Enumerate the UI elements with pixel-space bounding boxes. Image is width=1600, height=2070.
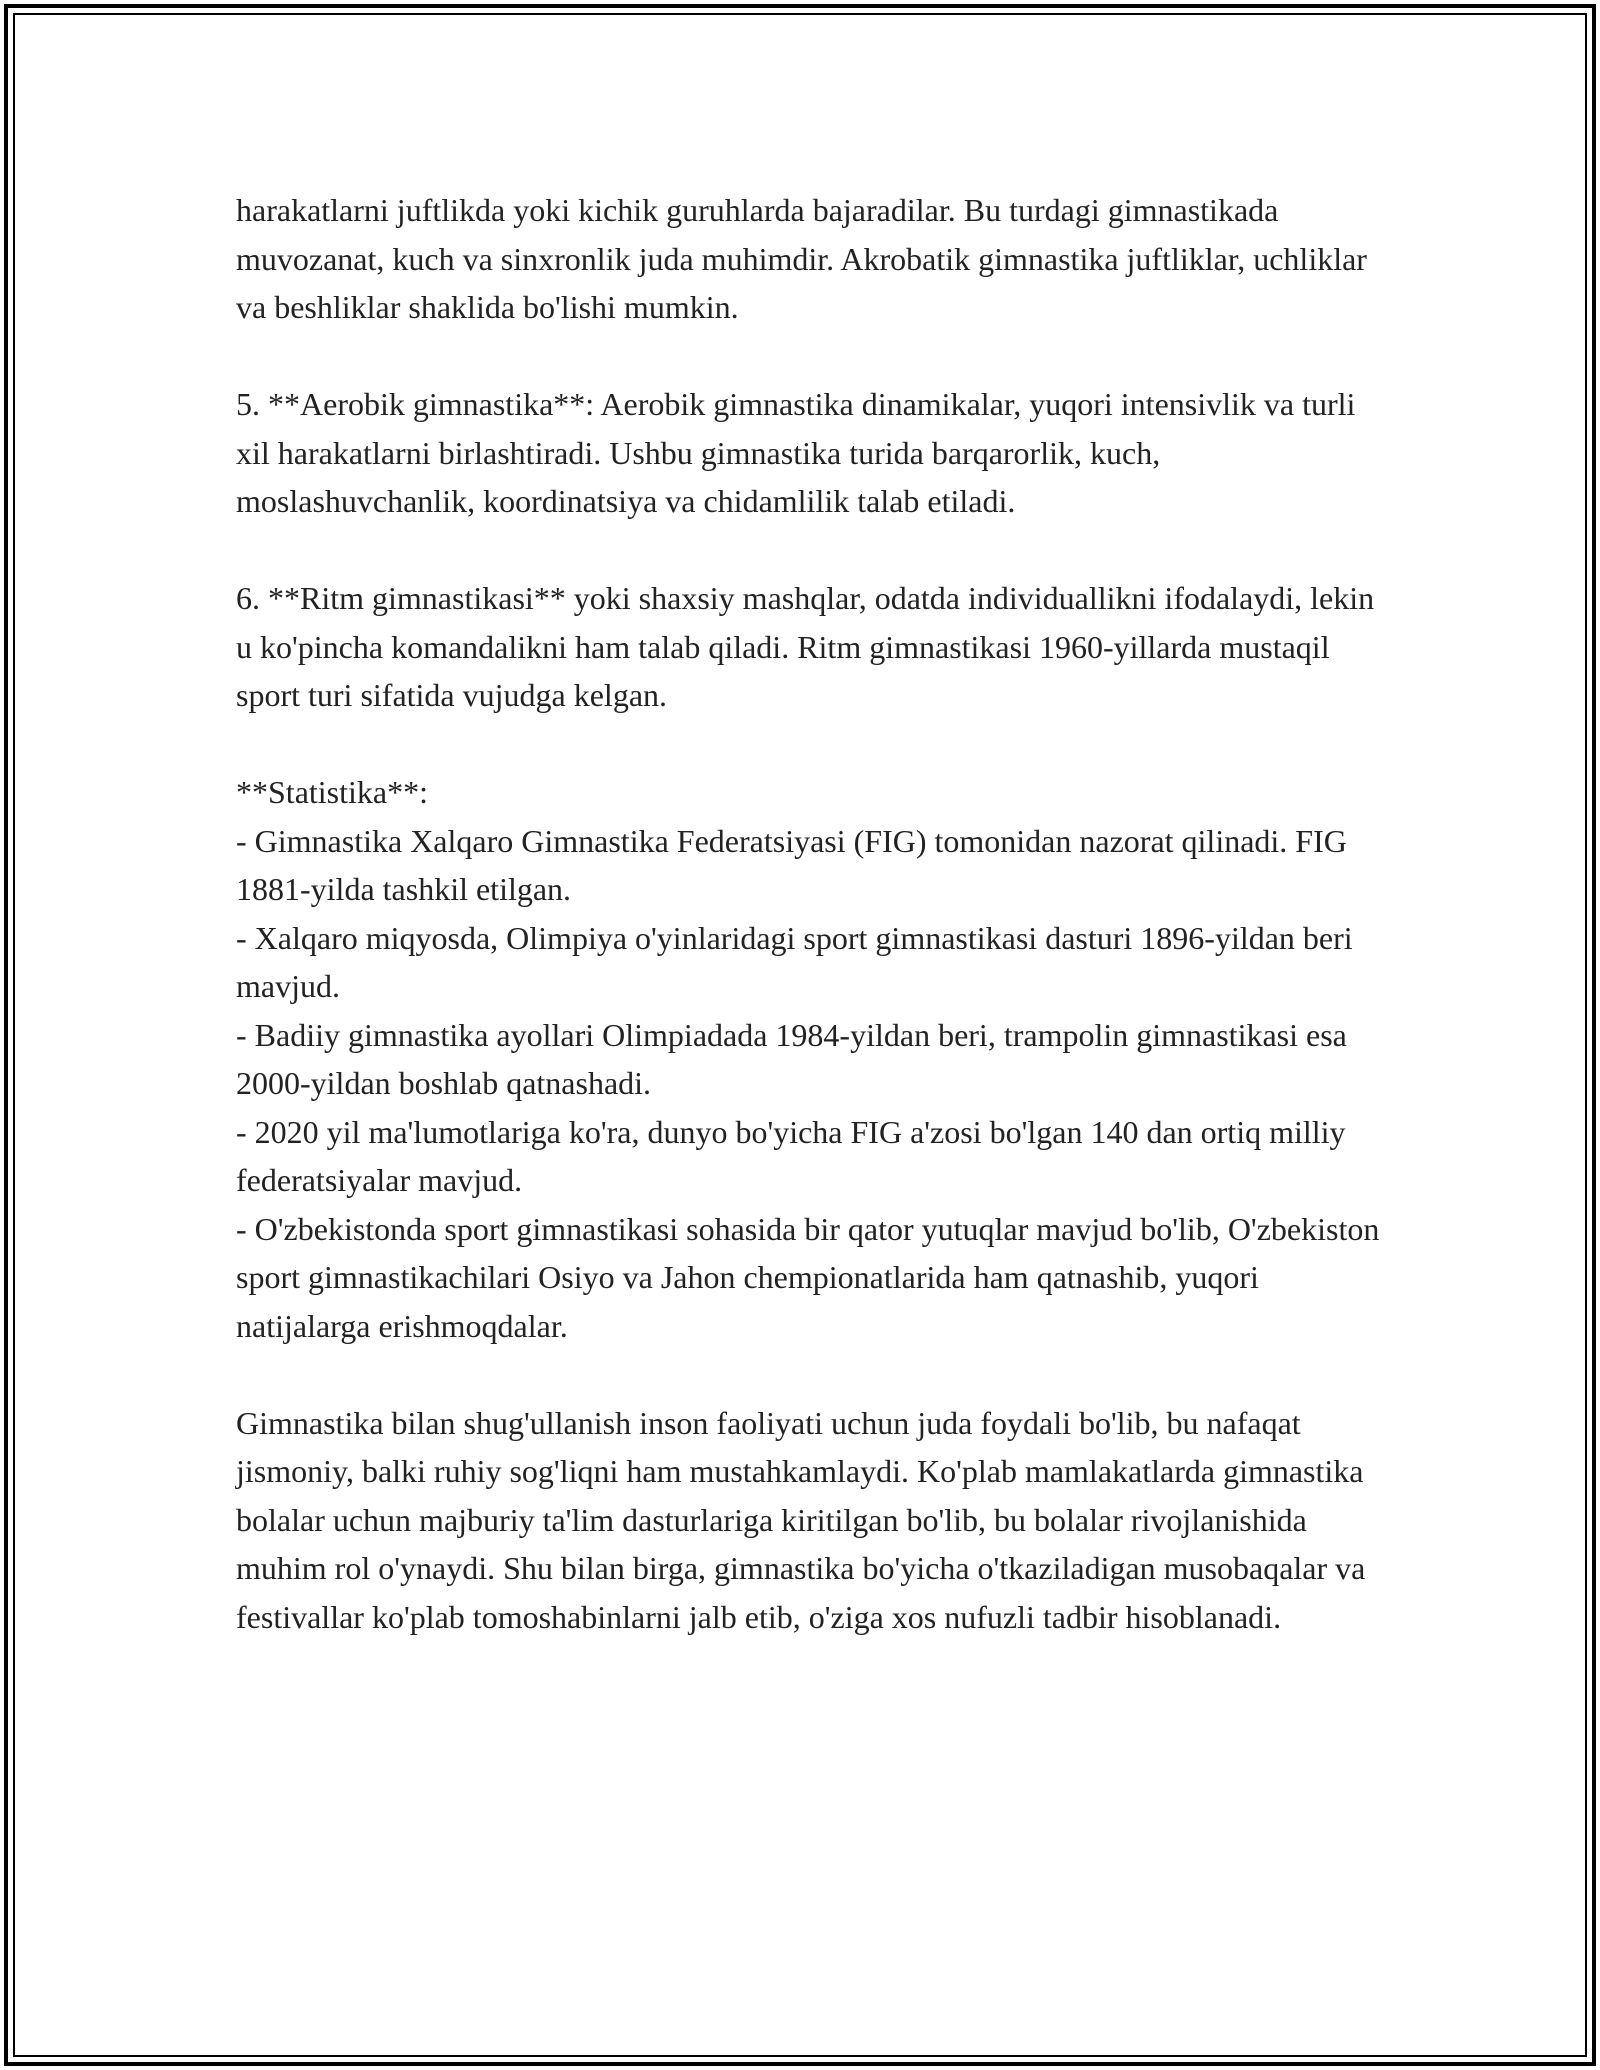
statistics-item: - O'zbekistonda sport gimnastikasi sohasida bir qator yutuqlar mavjud bo'lib, O'zbekiston sport gimnastikachilari Osiyo va Jahon chempionatlarida ham qatnashib, yuqori natijalarga erishmoqdalar.	[236, 1210, 1380, 1344]
document-body	[236, 186, 1386, 1641]
statistics-heading: **Statistika**:	[236, 774, 428, 810]
paragraph-aerobic-gymnastics: 5. **Aerobik gimnastika**: Aerobik gimnastika dinamikalar, yuqori intensivlik va turli xil harakatlarni birlashtiradi. Ushbu gimnastika turida barqarorlik, kuch, moslashuvchanlik, koordinatsiya va chidamlilik talab etiladi.	[236, 386, 1356, 519]
paragraph-spacer	[236, 332, 1386, 381]
paragraph-conclusion: Gimnastika bilan shug'ullanish inson faoliyati uchun juda foydali bo'lib, bu nafaqat jismoniy, balki ruhiy sog'liqni ham mustahkamlaydi. Ko'plab mamlakatlarda gimnastika bolalar uchun majburiy ta'lim dasturlariga kiritilgan bo'lib, bu bolalar rivojlanishida muhim rol o'ynaydi. Shu bilan birga, gimnastika bo'yicha o'tkaziladigan musobaqalar va festivallar ko'plab tomoshabinlarni jalb etib, o'ziga xos nufuzli tadbir hisoblanadi.	[236, 1404, 1366, 1635]
statistics-item: - Badiiy gimnastika ayollari Olimpiadada 1984-yildan beri, trampolin gimnastikasi esa 2000-yildan boshlab qatnashadi.	[236, 1016, 1347, 1101]
statistics-item: - 2020 yil ma'lumotlariga ko'ra, dunyo bo'yicha FIG a'zosi bo'lgan 140 dan ortiq milliy federatsiyalar mavjud.	[236, 1113, 1346, 1198]
paragraph-spacer	[236, 526, 1386, 575]
paragraph-spacer	[236, 720, 1386, 769]
paragraph-spacer	[236, 1350, 1386, 1399]
statistics-item: - Xalqaro miqyosda, Olimpiya o'yinlaridagi sport gimnastikasi dasturi 1896-yildan beri mavjud.	[236, 919, 1353, 1004]
statistics-item: - Gimnastika Xalqaro Gimnastika Federatsiyasi (FIG) tomonidan nazorat qilinadi. FIG 1881-yilda tashkil etilgan.	[236, 822, 1347, 907]
paragraph-rhythmic-gymnastics: 6. **Ritm gimnastikasi** yoki shaxsiy mashqlar, odatda individuallikni ifodalaydi, lekin u ko'pincha komandalikni ham talab qiladi. Ritm gimnastikasi 1960-yillarda mustaqil sport turi sifatida vujudga kelgan.	[236, 580, 1375, 713]
paragraph-acrobatic-continuation: harakatlarni juftlikda yoki kichik guruhlarda bajaradilar. Bu turdagi gimnastikada muvozanat, kuch va sinxronlik juda muhimdir. Akrobatik gimnastika juftliklar, uchliklar va beshliklar shaklida bo'lishi mumkin.	[236, 192, 1367, 325]
